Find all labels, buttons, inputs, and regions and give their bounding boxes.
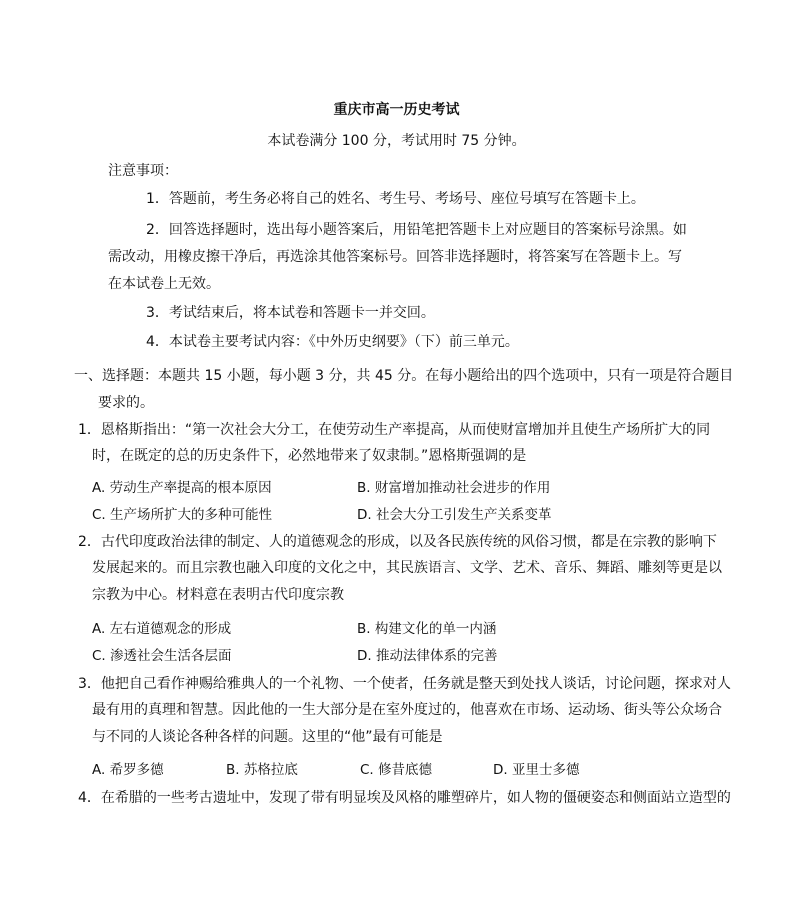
question-3-option-d[interactable]: D. 亚里士多德 [493, 762, 580, 778]
question-3-line-3: 与不同的人谈论各种各样的问题。这里的“他”最有可能是 [92, 729, 443, 745]
question-4-line-1: 4．在希腊的一些考古遗址中，发现了带有明显埃及风格的雕塑碎片，如人物的僵硬姿态和侧面站立造型的 [78, 790, 731, 806]
question-3-option-c[interactable]: C. 修昔底德 [360, 762, 433, 778]
question-1-option-a[interactable]: A. 劳动生产率提高的根本原因 [92, 480, 272, 496]
question-1-line-2: 时，在既定的总的历史条件下，必然地带来了奴隶制。”恩格斯强调的是 [92, 448, 527, 464]
question-3-option-b[interactable]: B. 苏格拉底 [226, 762, 298, 778]
question-2-line-2: 发展起来的。而且宗教也融入印度的文化之中，其民族语言、文学、艺术、音乐、舞蹈、雕刻等更是以 [92, 560, 722, 576]
note-item-4: 4．本试卷主要考试内容：《中外历史纲要》（下）前三单元。 [146, 334, 519, 350]
question-3-option-a[interactable]: A. 希罗多德 [92, 762, 164, 778]
question-3-line-2: 最有用的真理和智慧。因此他的一生大部分是在室外度过的，他喜欢在市场、运动场、街头等公众场合 [92, 702, 722, 718]
question-1-option-d[interactable]: D. 社会大分工引发生产关系变革 [357, 507, 552, 523]
question-2-option-c[interactable]: C. 渗透社会生活各层面 [92, 648, 232, 664]
note-item-3: 3．考试结束后，将本试卷和答题卡一并交回。 [146, 305, 435, 321]
note-item-1: 1．答题前，考生务必将自己的姓名、考生号、考场号、座位号填写在答题卡上。 [146, 191, 645, 207]
section-heading-line-1: 一、选择题：本题共 15 小题，每小题 3 分，共 45 分。在每小题给出的四个选项中，只有一项是符合题目 [74, 368, 734, 384]
question-2-option-d[interactable]: D. 推动法律体系的完善 [357, 648, 498, 664]
question-2-line-1: 2．古代印度政治法律的制定、人的道德观念的形成，以及各民族传统的风俗习惯，都是在宗教的影响下 [78, 534, 717, 550]
exam-title: 重庆市高一历史考试 [333, 102, 460, 118]
section-heading-line-2: 要求的。 [98, 395, 154, 411]
note-item-2-line-2: 需改动，用橡皮擦干净后，再选涂其他答案标号。回答非选择题时，将答案写在答题卡上。写 [108, 249, 682, 265]
question-2-option-a[interactable]: A. 左右道德观念的形成 [92, 621, 232, 637]
question-2-option-b[interactable]: B. 构建文化的单一内涵 [357, 621, 497, 637]
note-item-2-line-1: 2．回答选择题时，选出每小题答案后，用铅笔把答题卡上对应题目的答案标号涂黑。如 [146, 222, 687, 238]
notes-heading: 注意事项： [108, 163, 178, 179]
exam-subtitle: 本试卷满分 100 分，考试用时 75 分钟。 [267, 133, 526, 149]
question-1-line-1: 1．恩格斯指出：“第一次社会大分工，在使劳动生产率提高，从而使财富增加并且使生产场所扩大的同 [78, 422, 711, 438]
question-1-option-b[interactable]: B. 财富增加推动社会进步的作用 [357, 480, 551, 496]
question-1-option-c[interactable]: C. 生产场所扩大的多种可能性 [92, 507, 273, 523]
question-2-line-3: 宗教为中心。材料意在表明古代印度宗教 [92, 587, 344, 603]
note-item-2-line-3: 在本试卷上无效。 [108, 276, 220, 292]
question-3-line-1: 3．他把自己看作神赐给雅典人的一个礼物、一个使者，任务就是整天到处找人谈话，讨论问题，探求对人 [78, 676, 731, 692]
